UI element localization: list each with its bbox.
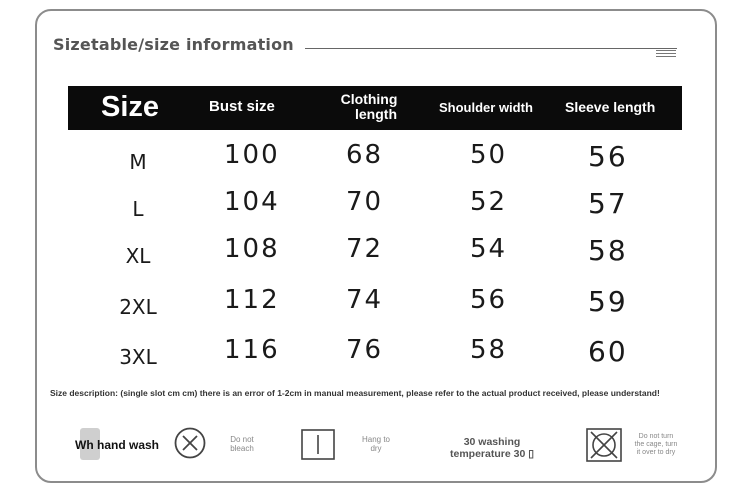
no-bleach-label	[222, 435, 262, 453]
no-tumble-icon	[174, 427, 206, 459]
row-shoulder-width: 58	[470, 335, 508, 365]
row-sleeve-length: 60	[588, 335, 628, 368]
row-clothing-length: 72	[346, 234, 384, 264]
header-divider	[305, 48, 677, 49]
row-sleeve-length: 58	[588, 234, 628, 267]
row-sleeve-length: 57	[588, 187, 628, 220]
row-size: 3XL	[119, 345, 157, 369]
table-row	[68, 138, 679, 182]
hang-dry-line1: Hang to	[361, 435, 391, 444]
hang-dry-label	[354, 435, 398, 453]
row-shoulder-width: 52	[470, 187, 508, 217]
hang-dry-icon	[301, 429, 335, 460]
table-row	[68, 283, 679, 327]
wash-temp-line2: temperature 30 ▯	[450, 448, 534, 461]
column-header-shoulder: Shoulder width	[439, 100, 533, 115]
hand-wash-label: Wh hand wash	[75, 438, 159, 452]
row-size: 2XL	[119, 295, 157, 319]
row-clothing-length: 70	[346, 187, 384, 217]
row-bust: 104	[224, 187, 280, 217]
row-shoulder-width: 54	[470, 234, 508, 264]
column-header-clothing-line2: length	[355, 105, 397, 122]
row-bust: 116	[224, 335, 280, 365]
column-header-clothing-line1: Clothing	[340, 91, 398, 107]
no-tumble-dry-icon	[586, 428, 622, 462]
wash-temp-line1: 30 washing	[463, 436, 521, 448]
row-size: XL	[125, 244, 151, 268]
column-header-clothing-length	[329, 92, 409, 121]
no-cage-line1: Do not turn	[638, 433, 674, 440]
wash-temperature-label	[442, 436, 542, 460]
size-description: Size description: (single slot cm cm) there is an error of 1-2cm in manual measurement, please refer to the actual product received, please understand!	[50, 388, 660, 398]
page-title: Sizetable/size information	[53, 35, 294, 54]
table-row	[68, 333, 679, 377]
menu-lines-icon	[656, 50, 676, 58]
no-cage-line3: it over to dry	[636, 449, 676, 457]
row-size: L	[132, 197, 144, 221]
no-cage-line2: the cage, turn	[634, 441, 678, 449]
table-row	[68, 232, 679, 276]
column-header-bust: Bust size	[209, 98, 275, 115]
row-clothing-length: 68	[346, 140, 384, 170]
no-bleach-line2: bleach	[230, 444, 254, 454]
no-bleach-line1: Do not	[230, 435, 254, 444]
table-row	[68, 185, 679, 229]
row-shoulder-width: 50	[470, 140, 508, 170]
column-header-size: Size	[101, 91, 160, 123]
row-sleeve-length: 59	[588, 285, 628, 318]
hang-dry-line2: dry	[370, 444, 382, 454]
row-size: M	[129, 150, 147, 174]
row-shoulder-width: 56	[470, 285, 508, 315]
row-bust: 108	[224, 234, 280, 264]
table-header	[68, 86, 682, 130]
row-bust: 100	[224, 140, 280, 170]
row-clothing-length: 76	[346, 335, 384, 365]
row-bust: 112	[224, 285, 280, 315]
row-clothing-length: 74	[346, 285, 384, 315]
column-header-sleeve: Sleeve length	[565, 99, 656, 115]
row-sleeve-length: 56	[588, 140, 628, 173]
no-tumble-dry-label	[626, 433, 686, 457]
